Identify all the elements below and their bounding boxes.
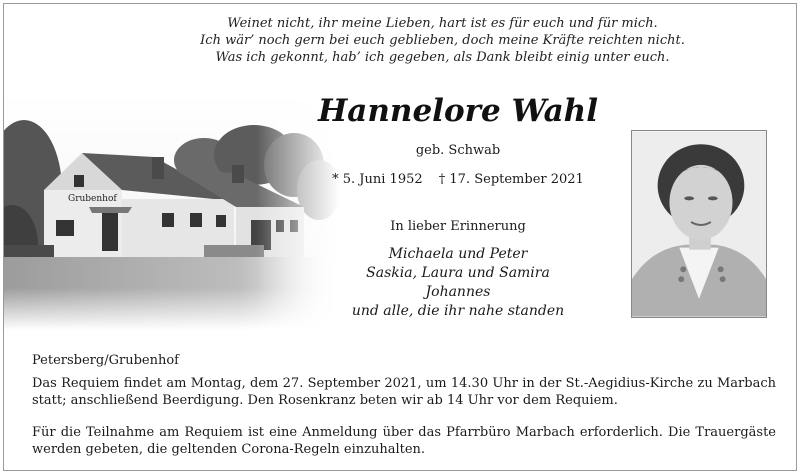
birth-date: * 5. Juni 1952 bbox=[332, 172, 423, 187]
mourner-line: und alle, die ihr nahe standen bbox=[351, 303, 565, 319]
memory-heading: In lieber Erinnerung bbox=[390, 219, 526, 234]
poem-line-1: Weinet nicht, ihr meine Lieben, hart ist es für euch und für mich. bbox=[227, 16, 658, 31]
mourner-line: Michaela und Peter bbox=[388, 246, 528, 262]
mourners-list bbox=[318, 245, 598, 321]
mourner-line: Johannes bbox=[425, 284, 491, 300]
death-date: † 17. September 2021 bbox=[438, 172, 584, 187]
poem-line-3: Was ich gekonnt, hab’ ich gegeben, als Dank bleibt einig unter euch. bbox=[215, 50, 670, 65]
mourner-line: Saskia, Laura und Samira bbox=[366, 265, 550, 281]
portrait-photo bbox=[631, 130, 767, 318]
deceased-name: Hannelore Wahl bbox=[318, 93, 598, 129]
requiem-paragraph: Das Requiem findet am Montag, dem 27. September 2021, um 14.30 Uhr in der St.-Aegidius-Kirche zu Marbach statt; anschließend Beerdigung. Den Rosenkranz beten wir ab 14 Uhr vor dem Requiem. bbox=[32, 376, 776, 408]
poem bbox=[180, 15, 705, 66]
registration-paragraph: Für die Teilnahme am Requiem ist eine Anmeldung über das Pfarrbüro Marbach erforderlich. Die Trauergäste werden gebeten, die geltenden Corona-Regeln einzuhalten. bbox=[32, 425, 776, 457]
place-line: Petersberg/Grubenhof bbox=[32, 353, 179, 368]
poem-line-2: Ich wär’ noch gern bei euch geblieben, doch meine Kräfte reichten nicht. bbox=[200, 33, 685, 48]
birth-name: geb. Schwab bbox=[415, 143, 501, 158]
house-photo bbox=[4, 95, 340, 330]
life-dates bbox=[318, 172, 598, 188]
